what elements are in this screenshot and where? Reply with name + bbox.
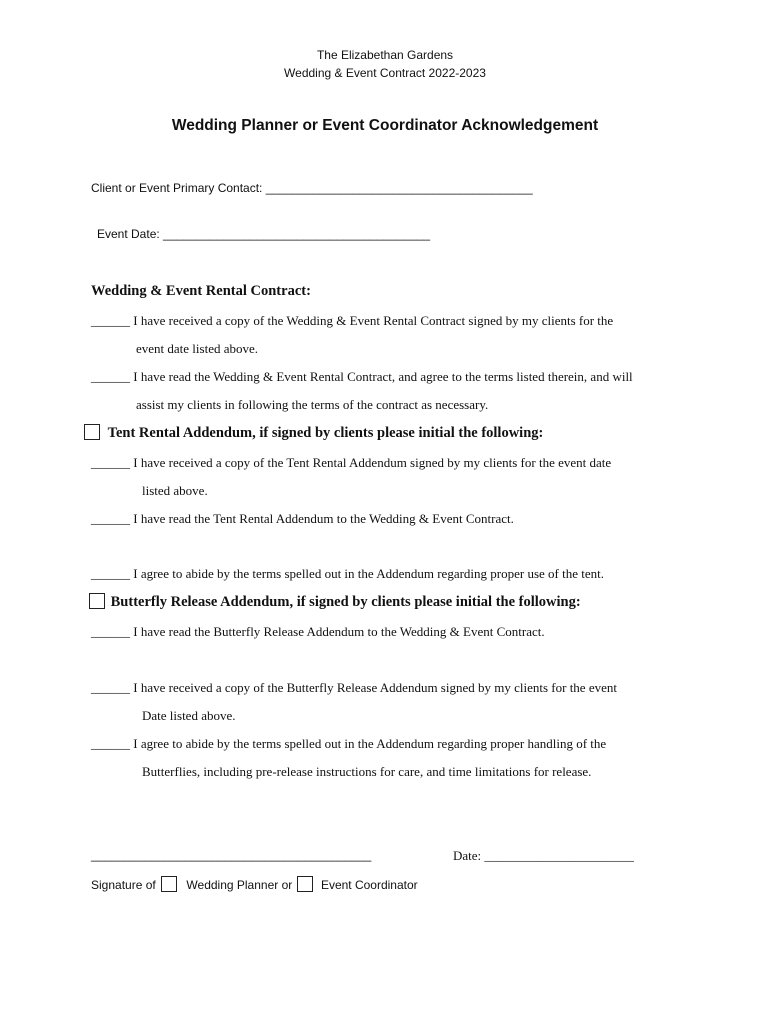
tent-item-2: ______ I have read the Tent Rental Addendum to the Wedding & Event Contract. (91, 511, 514, 526)
rental-heading: Wedding & Event Rental Contract: (91, 283, 311, 299)
tent-heading-row (84, 424, 543, 442)
event-date-field[interactable]: Event Date: ________________________________________ (97, 227, 430, 241)
wedding-planner-label: Wedding Planner or (186, 878, 293, 892)
wedding-planner-checkbox[interactable] (161, 876, 177, 892)
rental-item-1-line-2: event date listed above. (136, 341, 259, 356)
butterfly-item-2-line-2: Date listed above. (142, 708, 236, 723)
header-org: The Elizabethan Gardens (316, 48, 454, 62)
tent-item-1-line-1: ______ I have received a copy of the Tent Rental Addendum signed by my clients for the event date (91, 455, 612, 470)
butterfly-heading-row (89, 593, 581, 611)
rental-item-2-line-2: assist my clients in following the terms of the contract as necessary. (136, 397, 489, 412)
tent-item-1-line-2: listed above. (142, 483, 208, 498)
signature-of-row (91, 876, 418, 892)
event-coordinator-label: Event Coordinator (320, 878, 418, 892)
header-contract: Wedding & Event Contract 2022-2023 (284, 66, 486, 80)
rental-item-1-line-1: ______ I have received a copy of the Wedding & Event Rental Contract signed by my clients for the (91, 313, 614, 328)
primary-contact-field[interactable]: Client or Event Primary Contact: ________________________________________ (91, 181, 533, 195)
tent-item-3: ______ I agree to abide by the terms spelled out in the Addendum regarding proper use of the tent. (91, 566, 604, 581)
rental-item-2-line-1: ______ I have read the Wedding & Event Rental Contract, and agree to the terms listed therein, and will (91, 369, 633, 384)
signature-line[interactable]: __________________________________________ (91, 848, 372, 862)
tent-heading: Tent Rental Addendum, if signed by clients please initial the following: (107, 425, 544, 441)
butterfly-addendum-checkbox[interactable] (89, 593, 105, 609)
butterfly-item-1: ______ I have read the Butterfly Release Addendum to the Wedding & Event Contract. (91, 624, 545, 639)
page-title: Wedding Planner or Event Coordinator Acknowledgement (171, 117, 599, 134)
signature-date-field[interactable]: Date: _______________________ (453, 848, 634, 863)
butterfly-item-3-line-2: Butterflies, including pre-release instructions for care, and time limitations for release. (142, 764, 592, 779)
event-coordinator-checkbox[interactable] (297, 876, 313, 892)
signature-of-label: Signature of (91, 878, 156, 892)
tent-addendum-checkbox[interactable] (84, 424, 100, 440)
butterfly-item-3-line-1: ______ I agree to abide by the terms spelled out in the Addendum regarding proper handling of the (91, 736, 607, 751)
butterfly-heading: Butterfly Release Addendum, if signed by clients please initial the following: (110, 594, 581, 610)
butterfly-item-2-line-1: ______ I have received a copy of the Butterfly Release Addendum signed by my clients for the event (91, 680, 617, 695)
